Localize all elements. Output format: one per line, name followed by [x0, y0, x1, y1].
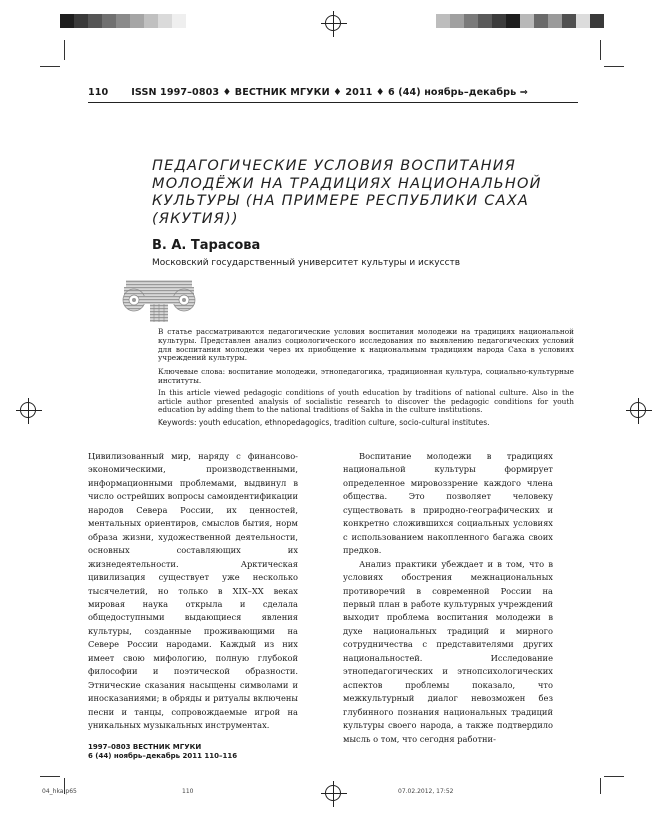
running-header: [88, 87, 578, 98]
crop-mark: [604, 776, 624, 777]
crop-mark: [604, 66, 624, 67]
journal-year: 2011: [345, 87, 373, 98]
journal-name: ВЕСТНИК МГУКИ: [234, 87, 330, 98]
gray-color-bar: [60, 14, 186, 28]
crop-mark: [40, 66, 60, 67]
keywords-en: Keywords: youth education, ethnopedagogics, tradition culture, socio-cultural institutes.: [158, 418, 490, 428]
header-rule: [88, 102, 578, 103]
footer-citation: [88, 743, 237, 761]
page-number: 110: [88, 87, 109, 98]
diamond-icon: ♦: [333, 87, 342, 98]
keywords-ru: Ключевые слова: воспитание молодежи, этнопедагогика, традиционная культура, социально-культурные институты.: [158, 367, 574, 385]
slug-timestamp: 07.02.2012, 17:52: [398, 788, 454, 795]
body-paragraph: Воспитание молодежи в традициях национальной культуры формирует определенное мировоззрение каждого члена общества. Это позволяет человеку существовать в природно-географических и конкретно сложившихся социальных условиях с использованием накопленного багажа своих предков.: [343, 451, 553, 556]
crop-mark: [64, 40, 65, 60]
journal-issue: 6 (44) ноябрь–декабрь: [388, 87, 517, 98]
registration-mark-bottom-icon: [325, 785, 341, 801]
crop-mark: [600, 40, 601, 60]
registration-mark-top-icon: [325, 15, 341, 31]
abstract-block: [158, 328, 574, 431]
slug-file: 04_hka.p65: [42, 788, 77, 795]
body-column-left: [88, 450, 298, 733]
body-paragraph: Анализ практики убеждает и в том, что в условиях обострения межнациональных противоречий в современной России на первый план в работе культурных учреждений выходит проблема воспитания молодежи в духе национальных традиций и мирного сотрудничества с представителями других национальностей. Исследование этнопедагогических и этнопсихологических аспектов проблемы показало, что межкультурный диалог невозможен без глубинного познания национальных традиций культуры своего народа, а также подтвердило мысль о том, что сегодня работни-: [343, 558, 553, 744]
ionic-column-capital-icon: [120, 278, 198, 324]
abstract-en: In this article viewed pedagogic conditions of youth education by traditions of national culture. Also in the article author presented analysis of socialistic research to discover the pedagogic conditions for youth education by adding them to the national traditions of Sakha in the culture institutions.: [158, 387, 574, 415]
footer-line: 6 (44) ноябрь–декабрь 2011 110–116: [88, 752, 238, 760]
issn: ISSN 1997–0803: [131, 87, 220, 98]
body-column-right: [343, 450, 553, 746]
article-author: В. А. Тарасова: [152, 238, 261, 253]
slug-page: 110: [182, 788, 194, 795]
diamond-icon: ♦: [375, 87, 385, 98]
footer-line: 1997–0803 ВЕСТНИК МГУКИ: [88, 743, 202, 751]
article-title: ПЕДАГОГИЧЕСКИЕ УСЛОВИЯ ВОСПИТАНИЯ МОЛОДЁЖИ НА ТРАДИЦИЯХ НАЦИОНАЛЬНОЙ КУЛЬТУРЫ (НА ПРИМЕРЕ РЕСПУБЛИКИ САХА (ЯКУТИЯ)): [152, 158, 542, 227]
crop-mark: [40, 776, 60, 777]
author-affiliation: Московский государственный университет культуры и искусств: [152, 258, 461, 268]
abstract-ru: В статье рассматриваются педагогические условия воспитания молодежи на традициях национальной культуры. Представлен анализ социологического исследования по выявлению педагогических условий для воспитания молодежи через их приобщение к национальным традициям народа Саха в условиях учреждений культуры.: [158, 327, 574, 363]
registration-mark-right-icon: [630, 402, 646, 418]
body-paragraph: Цивилизованный мир, наряду с финансово-экономическими, производственными, информационными проблемами, выдвинул в число острейших вопросы самоидентификации народов Севера России, их ценностей, ментальных ориентиров, смыслов бытия, норм образа жизни, художественной деятельности, основных составляющих их жизнедеятельности. Арктическая цивилизация существует уже несколько тысячелетий, но только в XIX–XX веках мировая наука открыла и сделала общедоступными выдающиеся явления культуры, созданные проживающими на Севере России народами. Каждый из них имеет свою мифологию, полную глубокой философии и поэтической образности. Этнические сказания насыщены символами и иносказаниями; в обряды и ритуалы включены песни и танцы, сопровождаемые игрой на уникальных музыкальных инструментах.: [88, 451, 298, 731]
registration-mark-left-icon: [20, 402, 36, 418]
arrow-right-icon: ⇒: [519, 87, 528, 98]
tone-color-bar: [436, 14, 604, 28]
crop-mark: [600, 778, 601, 794]
diamond-icon: ♦: [222, 87, 232, 98]
